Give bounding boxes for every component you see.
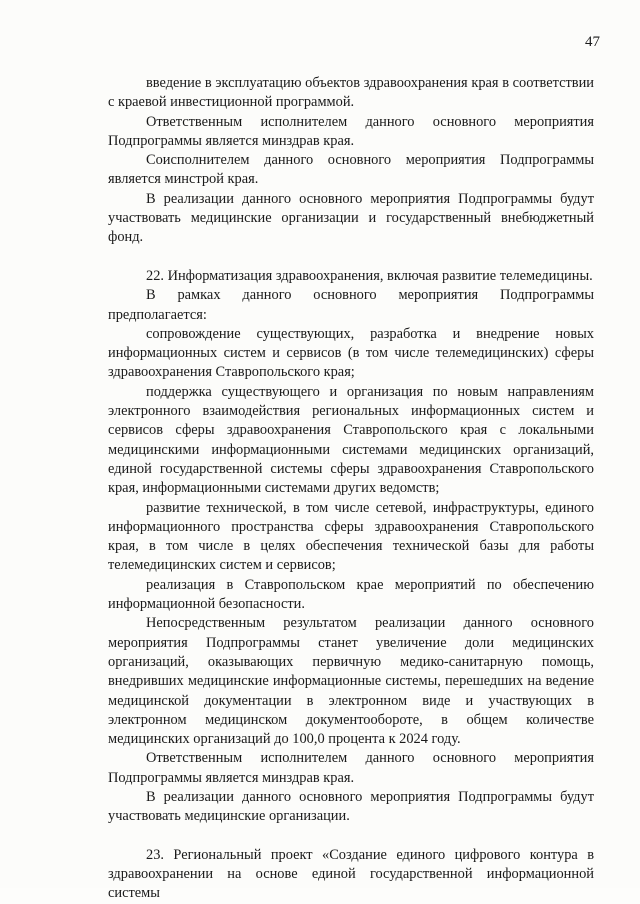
section-heading-22: 22. Информатизация здравоохранения, включая развитие телемедицины. bbox=[146, 267, 593, 284]
section-heading-23: 23. Региональный проект «Создание единого цифрового контура в здравоохранении на основе единой государственной информационной системы bbox=[108, 846, 594, 902]
list-item: поддержка существующего и организация по новым направлениям электронного взаимодействия региональных информационных систем и сервисов сферы здравоохранения Ставропольского края с локальными медицинскими информационными системами медицинских организаций, единой государственной системы сферы здравоохранения Ставропольского края, информационными системами других ведомств; bbox=[108, 383, 594, 497]
paragraph: введение в эксплуатацию объектов здравоохранения края в соответствии с краевой инвестиционной программой. bbox=[108, 75, 594, 111]
paragraph: В реализации данного основного мероприятия Подпрограммы будут участвовать медицинские организации. bbox=[108, 788, 594, 825]
paragraph: Ответственным исполнителем данного основного мероприятия Подпрограммы является минздрав края. bbox=[108, 750, 594, 786]
paragraph: В рамках данного основного мероприятия Подпрограммы предполагается: bbox=[108, 287, 594, 323]
paragraph: Ответственным исполнителем данного основного мероприятия Подпрограммы является минздрав края. bbox=[108, 113, 594, 149]
page-number: 47 bbox=[585, 34, 600, 50]
list-item: реализация в Ставропольском крае мероприятий по обеспечению информационной безопасности. bbox=[108, 576, 594, 613]
list-item: сопровождение существующих, разработка и внедрение новых информационных систем и сервисов (в том числе телемедицинских) сферы здравоохранения Ставропольского края; bbox=[108, 325, 594, 381]
paragraph: Соисполнителем данного основного мероприятия Подпрограммы является минстрой края. bbox=[108, 152, 594, 188]
paragraph: Непосредственным результатом реализации данного основного мероприятия Подпрограммы станет увеличение доли медицинских организаций, оказывающих первичную медико-санитарную помощь, внедривших медицинские информационные системы, перешедших на ведение медицинской документации в электронном виде и участвующих в электронном медицинском документообороте, в общем количестве медицинских организаций до 100,0 процента к 2024 году. bbox=[108, 615, 594, 748]
document-body bbox=[108, 74, 594, 904]
list-item: развитие технической, в том числе сетевой, инфраструктуры, единого информационного пространства сферы здравоохранения Ставропольского края, в том числе в целях обеспечения технической базы для работы телемедицинских систем и сервисов; bbox=[108, 499, 594, 574]
paragraph: В реализации данного основного мероприятия Подпрограммы будут участвовать медицинские организации и государственный внебюджетный фонд. bbox=[108, 190, 594, 246]
